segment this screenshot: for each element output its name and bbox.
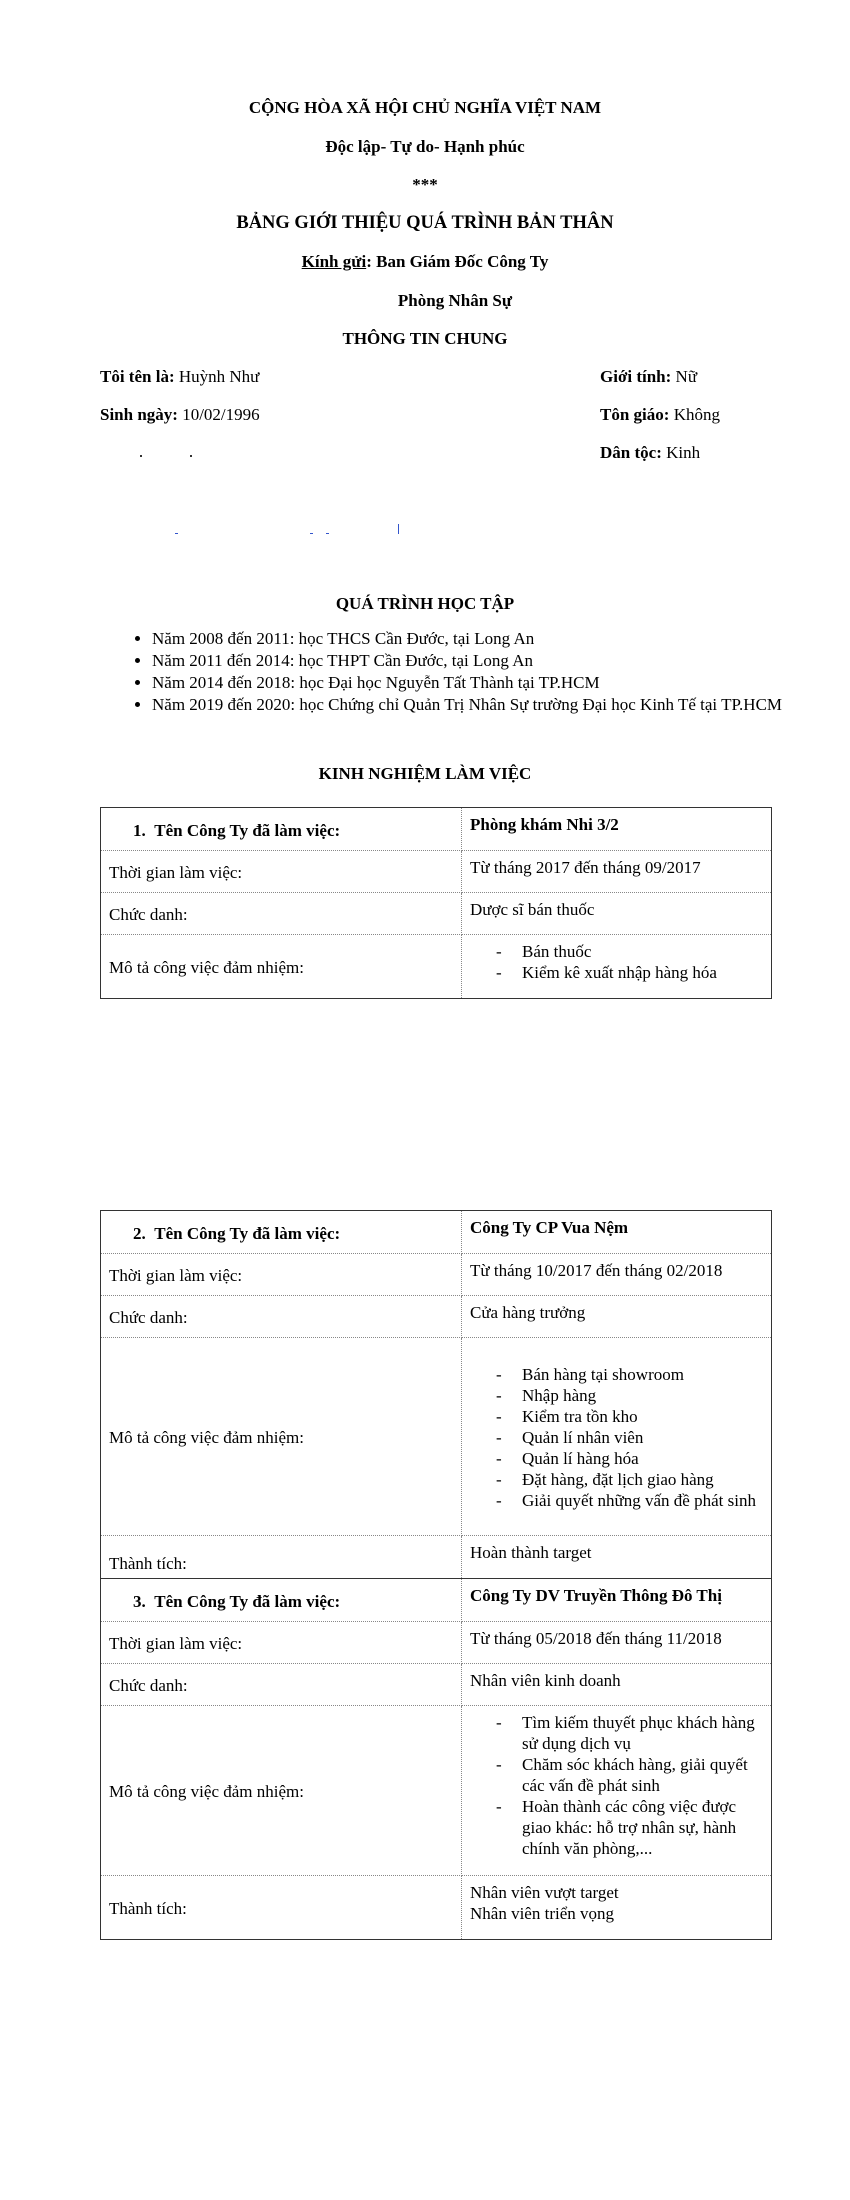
department-line: Phòng Nhân Sự (397, 291, 513, 310)
table-row (101, 893, 772, 935)
table-row (101, 1664, 772, 1706)
achievement-label: Thành tích: (101, 1876, 462, 1940)
time-value: Từ tháng 05/2018 đến tháng 11/2018 (462, 1622, 772, 1664)
dob-value: 10/02/1996 (182, 405, 260, 424)
dob-row (100, 405, 260, 425)
description-value (462, 1338, 772, 1536)
company-label-cell (101, 1579, 462, 1622)
task-item: - Chăm sóc khách hàng, giải quyết các vấn đề phát sinh (496, 1754, 763, 1796)
task-item: - Tìm kiếm thuyết phục khách hàng sử dụng dịch vụ (496, 1712, 763, 1754)
dob-label: Sinh ngày: (100, 405, 178, 424)
time-value: Từ tháng 10/2017 đến tháng 02/2018 (462, 1254, 772, 1296)
job-number: 1. (133, 820, 146, 840)
experience-table-2 (100, 1210, 772, 1940)
education-item: • Năm 2008 đến 2011: học THCS Cần Đước, tại Long An (152, 628, 802, 650)
company-label-cell (101, 808, 462, 851)
document-title: BẢNG GIỚI THIỆU QUÁ TRÌNH BẢN THÂN (236, 213, 614, 233)
table-row (101, 1211, 772, 1254)
religion-row (600, 405, 720, 425)
kinh-gui-value: : Ban Giám Đốc Công Ty (366, 252, 549, 271)
table-row (101, 1536, 772, 1579)
table-row (101, 1579, 772, 1622)
task-item: - Kiểm kê xuất nhập hàng hóa (496, 962, 763, 983)
general-info-heading: THÔNG TIN CHUNG (342, 329, 508, 348)
artifact-dot (326, 533, 329, 534)
religion-label: Tôn giáo: (600, 405, 670, 424)
time-label: Thời gian làm việc: (101, 851, 462, 893)
time-value: Từ tháng 2017 đến tháng 09/2017 (462, 851, 772, 893)
gender-label: Giới tính: (600, 367, 672, 386)
position-value: Dược sĩ bán thuốc (462, 893, 772, 935)
table-row (101, 935, 772, 999)
artifact-dot (175, 533, 178, 534)
table-row (101, 1338, 772, 1536)
achievement-label: Thành tích: (101, 1536, 462, 1579)
table-row (101, 851, 772, 893)
artifact-dot (398, 524, 399, 534)
ethnic-label: Dân tộc: (600, 443, 662, 462)
nation-title: CỘNG HÒA XÃ HỘI CHỦ NGHĨA VIỆT NAM (248, 98, 602, 117)
task-item: - Quản lí hàng hóa (496, 1448, 763, 1469)
position-value: Nhân viên kinh doanh (462, 1664, 772, 1706)
table-row (101, 808, 772, 851)
experience-heading: KINH NGHIỆM LÀM VIỆC (318, 764, 532, 783)
stars-separator: *** (412, 175, 438, 194)
table-row (101, 1254, 772, 1296)
achievement-value: Hoàn thành target (462, 1536, 772, 1579)
addressee-line (0, 252, 850, 272)
company-value: Phòng khám Nhi 3/2 (462, 808, 772, 851)
company-value: Công Ty DV Truyền Thông Đô Thị (462, 1579, 772, 1622)
time-label: Thời gian làm việc: (101, 1622, 462, 1664)
job-number: 2. (133, 1223, 146, 1243)
achievement-line: Nhân viên vượt target (470, 1883, 619, 1902)
description-label: Mô tả công việc đảm nhiệm: (101, 935, 462, 999)
education-item: • Năm 2014 đến 2018: học Đại học Nguyễn Tất Thành tại TP.HCM (152, 672, 802, 694)
task-item: - Bán thuốc (496, 941, 763, 962)
ethnic-value: Kinh (666, 443, 701, 462)
table-row (101, 1622, 772, 1664)
task-item: - Giải quyết những vấn đề phát sinh (496, 1490, 763, 1511)
name-label: Tôi tên là: (100, 367, 175, 386)
task-list (470, 1364, 763, 1511)
table-row (101, 1706, 772, 1876)
position-value: Cửa hàng trưởng (462, 1296, 772, 1338)
position-label: Chức danh: (101, 1664, 462, 1706)
task-list (470, 941, 763, 983)
company-label: Tên Công Ty đã làm việc: (154, 1223, 341, 1243)
company-label: Tên Công Ty đã làm việc: (154, 1591, 341, 1611)
company-value: Công Ty CP Vua Nệm (462, 1211, 772, 1254)
company-label-cell (101, 1211, 462, 1254)
education-item: • Năm 2019 đến 2020: học Chứng chỉ Quản Trị Nhân Sự trường Đại học Kinh Tế tại TP.HCM (152, 694, 802, 716)
achievement-line: Nhân viên triển vọng (470, 1904, 614, 1923)
gender-row (600, 367, 697, 387)
religion-value: Không (673, 405, 720, 424)
company-label: Tên Công Ty đã làm việc: (154, 820, 341, 840)
task-item: - Quản lí nhân viên (496, 1427, 763, 1448)
ethnic-row (600, 443, 700, 463)
description-value (462, 1706, 772, 1876)
task-item: - Kiểm tra tồn kho (496, 1406, 763, 1427)
task-item: - Bán hàng tại showroom (496, 1364, 763, 1385)
position-label: Chức danh: (101, 893, 462, 935)
artifact-dot (310, 533, 313, 534)
education-heading: QUÁ TRÌNH HỌC TẬP (335, 594, 515, 613)
table-row (101, 1876, 772, 1940)
motto: Độc lập- Tự do- Hạnh phúc (325, 137, 525, 156)
task-item: - Đặt hàng, đặt lịch giao hàng (496, 1469, 763, 1490)
name-value: Huỳnh Như (178, 367, 260, 386)
achievement-value (462, 1876, 772, 1940)
description-value (462, 935, 772, 999)
time-label: Thời gian làm việc: (101, 1254, 462, 1296)
gender-value: Nữ (675, 367, 698, 386)
artifact-dot (190, 455, 192, 457)
kinh-gui-label: Kính gửi (301, 252, 367, 271)
task-list (470, 1712, 763, 1859)
description-label: Mô tả công việc đảm nhiệm: (101, 1706, 462, 1876)
education-item: • Năm 2011 đến 2014: học THPT Cần Đước, tại Long An (152, 650, 802, 672)
position-label: Chức danh: (101, 1296, 462, 1338)
experience-table-1 (100, 807, 772, 999)
table-row (101, 1296, 772, 1338)
task-item: - Nhập hàng (496, 1385, 763, 1406)
job-number: 3. (133, 1591, 146, 1611)
task-item: - Hoàn thành các công việc được giao khác: hỗ trợ nhân sự, hành chính văn phòng,... (496, 1796, 763, 1859)
education-list (100, 628, 802, 716)
name-row (100, 367, 259, 387)
description-label: Mô tả công việc đảm nhiệm: (101, 1338, 462, 1536)
artifact-dot (140, 455, 142, 457)
